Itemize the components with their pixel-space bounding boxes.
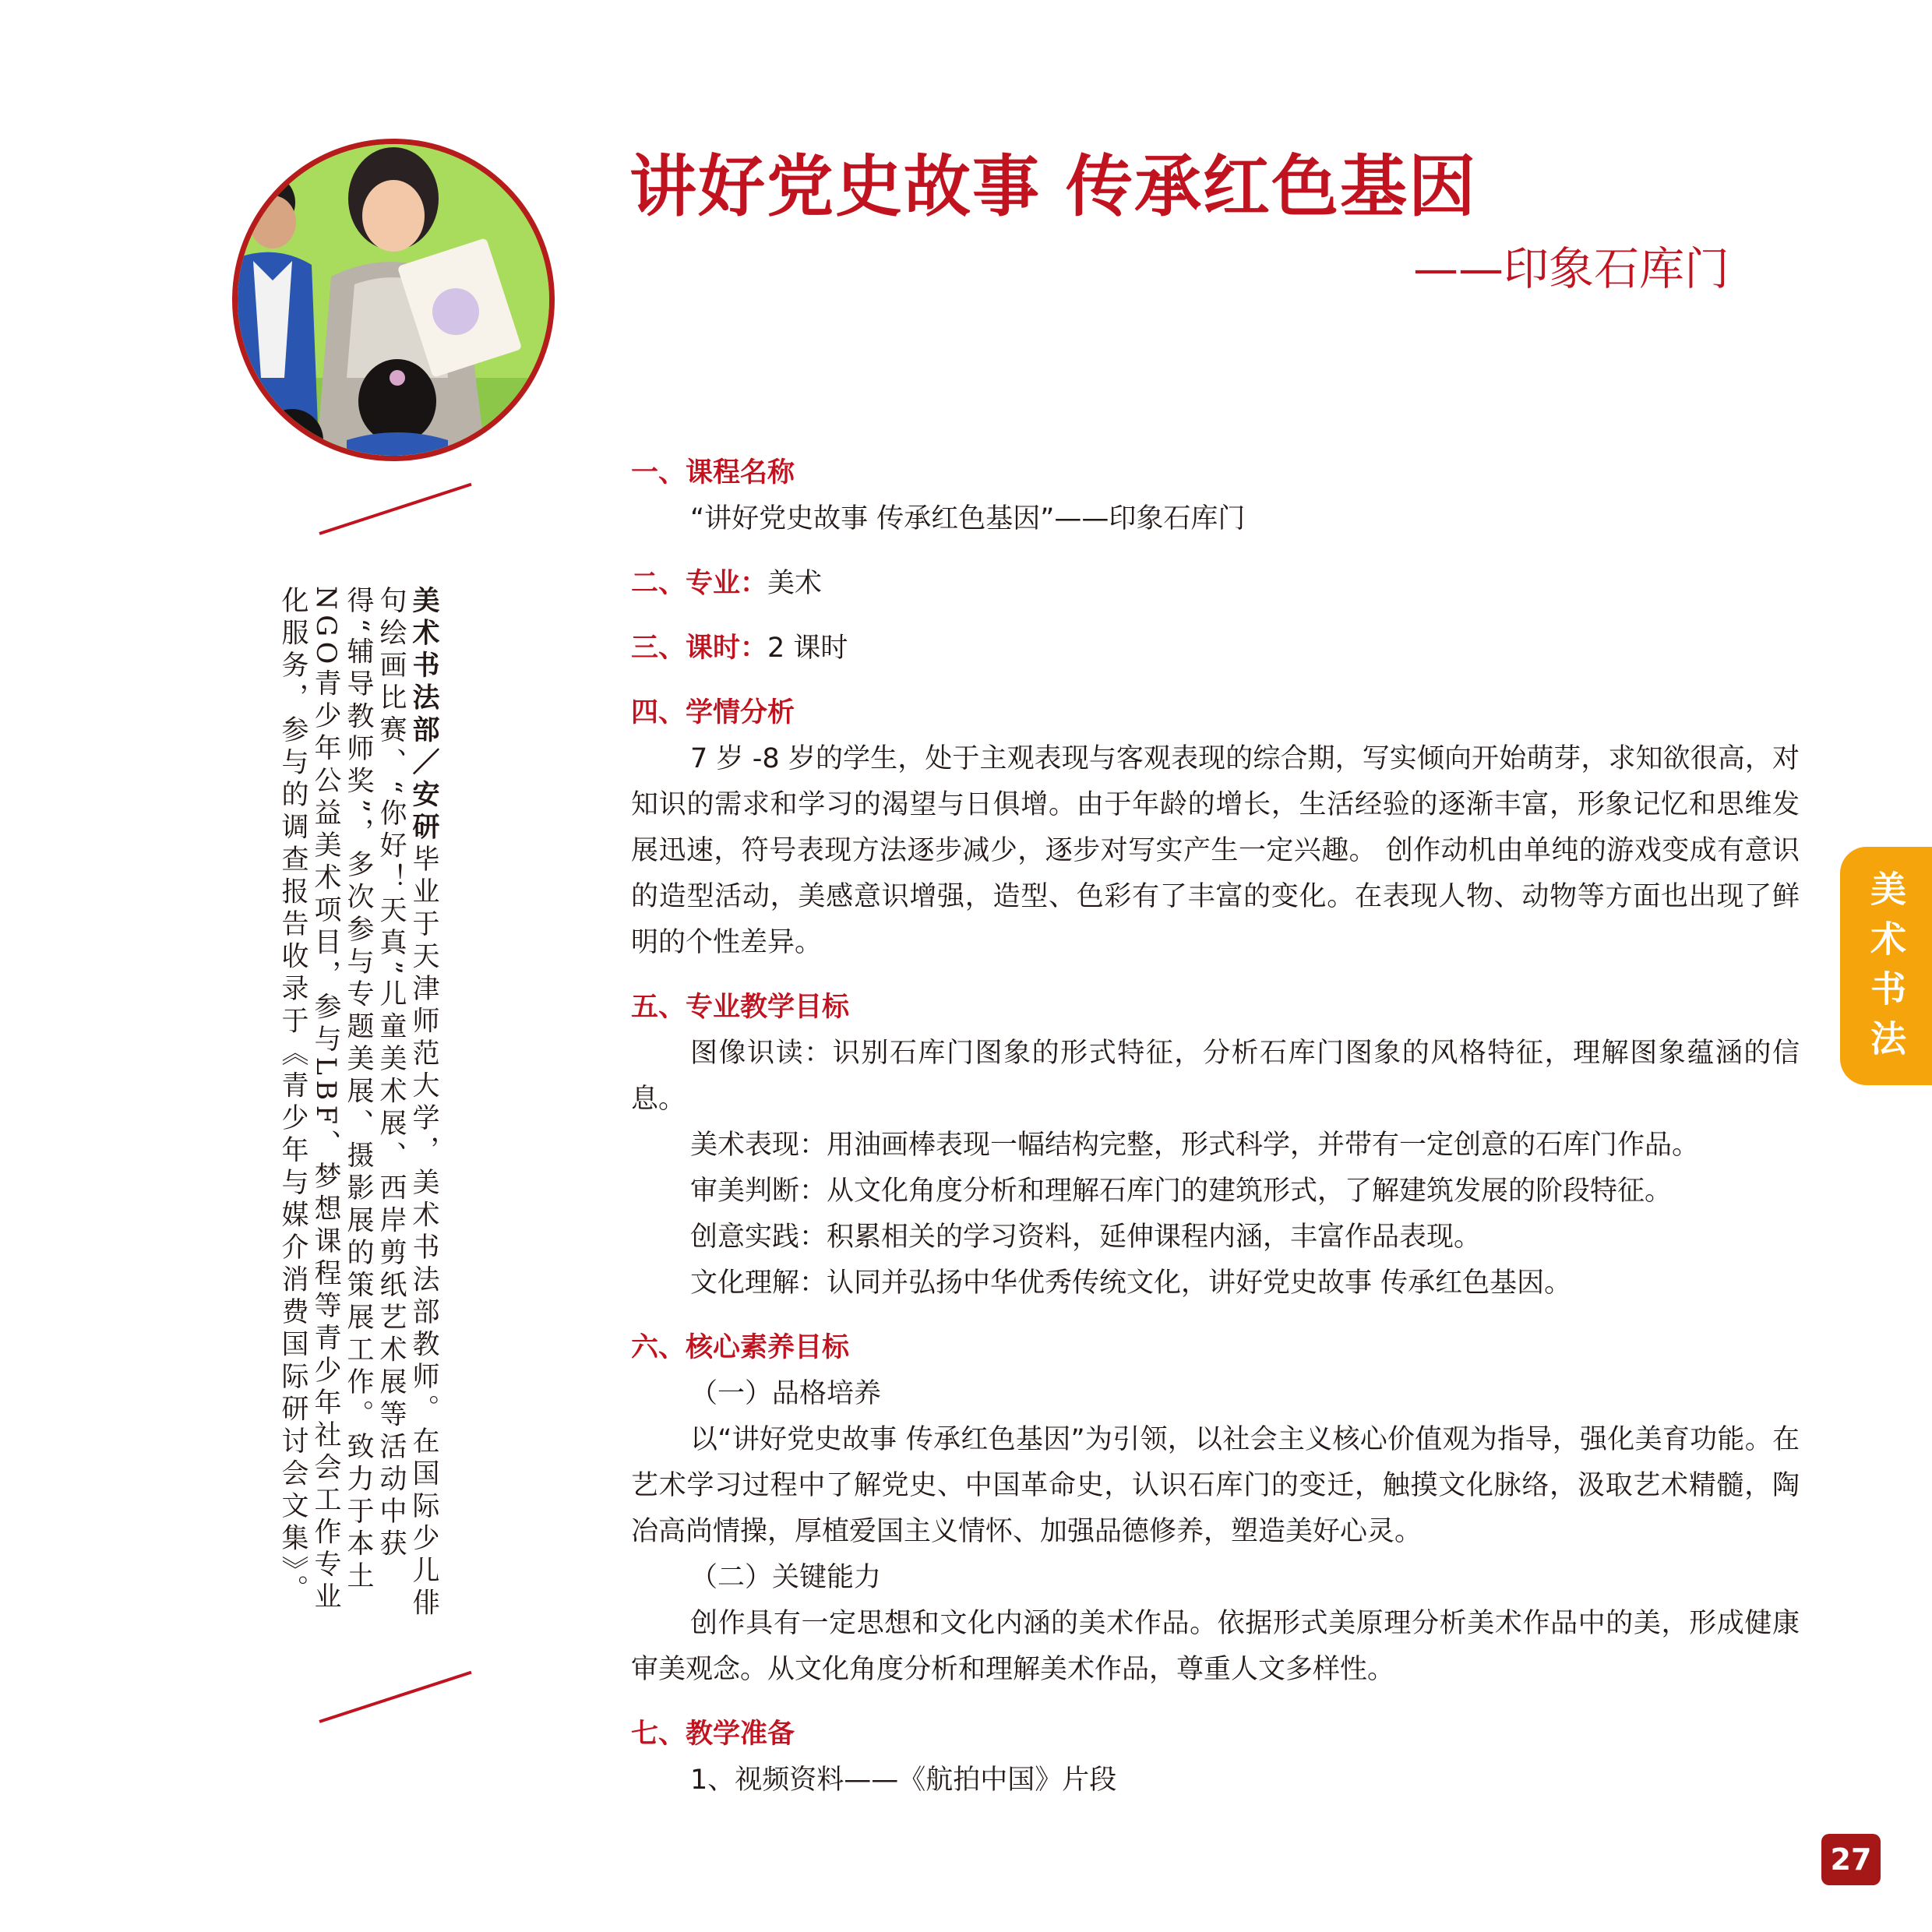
decorative-slash-bottom [319, 1671, 471, 1723]
heading-label: 二、专业： [631, 568, 768, 599]
list-item: 审美判断：从文化角度分析和理解石库门的建筑形式，了解建筑发展的阶段特征。 [690, 1176, 1673, 1207]
teacher-and-students-photo [238, 144, 555, 461]
list-item: 图像识读：识别石库门图象的形式特征，分析石库门图象的风格特征，理解图象蕴涵的信息。 [631, 1038, 1800, 1115]
list-item: 创意实践：积累相关的学习资料，延伸课程内涵，丰富作品表现。 [690, 1222, 1482, 1253]
lesson-plan-body [631, 450, 1800, 1803]
paragraph: 以“讲好党史故事 传承红色基因”为引领，以社会主义核心价值观为指导，强化美育功能。在艺术学习过程中了解党史、中国革命史，认识石库门的变迁，触摸文化脉络，汲取艺术精髓，陶冶高尚情操，厚植爱国主义情怀、加强品德修养，塑造美好心灵。 [631, 1424, 1800, 1547]
section-heading: 四、学情分析 [631, 697, 795, 728]
section-heading [631, 626, 1800, 672]
list-item: 美术表现：用油画棒表现一幅结构完整，形式科学，并带有一定创意的石库门作品。 [690, 1130, 1700, 1161]
heading-value: 2 课时 [767, 633, 848, 664]
page-title: 讲好党史故事 传承红色基因 [629, 148, 1477, 226]
author-name: 美术书法部／安研 [408, 586, 440, 844]
paragraph: 创作具有一定思想和文化内涵的美术作品。依据形式美原理分析美术作品中的美，形成健康审美观念。从文化角度分析和理解美术作品，尊重人文多样性。 [631, 1608, 1800, 1685]
section-heading: 七、教学准备 [631, 1719, 795, 1750]
heading-label: 三、课时： [631, 633, 768, 664]
side-tab-label: 美术书法 [1865, 870, 1907, 1070]
decorative-slash-top [319, 483, 471, 535]
section-heading: 六、核心素养目标 [631, 1332, 850, 1363]
paragraph: 7 岁 -8 岁的学生，处于主观表现与客观表现的综合期，写实倾向开始萌芽，求知欲很高，对知识的需求和学习的渴望与日俱增。由于年龄的增长，生活经验的逐渐丰富，形象记忆和思维发展迅速，符号表现方法逐步减少，逐步对写实产生一定兴趣。 创作动机由单纯的游戏变成有意识的造型活动，美感意识增强，造型、色彩有了丰富的变化。在表现人物、动物等方面也出现了鲜明的个性差异。 [631, 743, 1800, 958]
section-heading: 一、课程名称 [631, 457, 795, 488]
section-side-tab [1840, 847, 1932, 1085]
heading-value: 美术 [767, 568, 823, 599]
list-item: 文化理解：认同并弘扬中华优秀传统文化，讲好党史故事 传承红色基因。 [690, 1267, 1572, 1299]
subheading: （一）品格培养 [690, 1378, 882, 1409]
list-item: 1、视频资料——《航拍中国》片段 [690, 1765, 1117, 1796]
author-photo [232, 139, 555, 461]
page-subtitle: ——印象石库门 [1412, 242, 1729, 295]
page-number: 27 [1821, 1834, 1881, 1885]
author-bio-text: 毕业于天津师范大学，美术书法部教师。在国际少儿俳句绘画比赛、“你好！天真”儿童美术展、西岸剪纸艺术展等活动中获得“辅导教师奖”，多次参与专题美展、摄影展的策展工作。致力于本土NGO青少年公益美术项目，参与LBF、梦想课程等青少年社会工作专业化服务，参与的调查报告收录于《青少年与媒介消费国际研讨会文集》。 [277, 586, 439, 1620]
subheading: （二）关键能力 [690, 1562, 882, 1593]
course-name: “讲好党史故事 传承红色基因”——印象石库门 [690, 503, 1246, 534]
section-heading [631, 561, 1800, 607]
author-bio [277, 586, 440, 1638]
section-heading: 五、专业教学目标 [631, 992, 850, 1023]
